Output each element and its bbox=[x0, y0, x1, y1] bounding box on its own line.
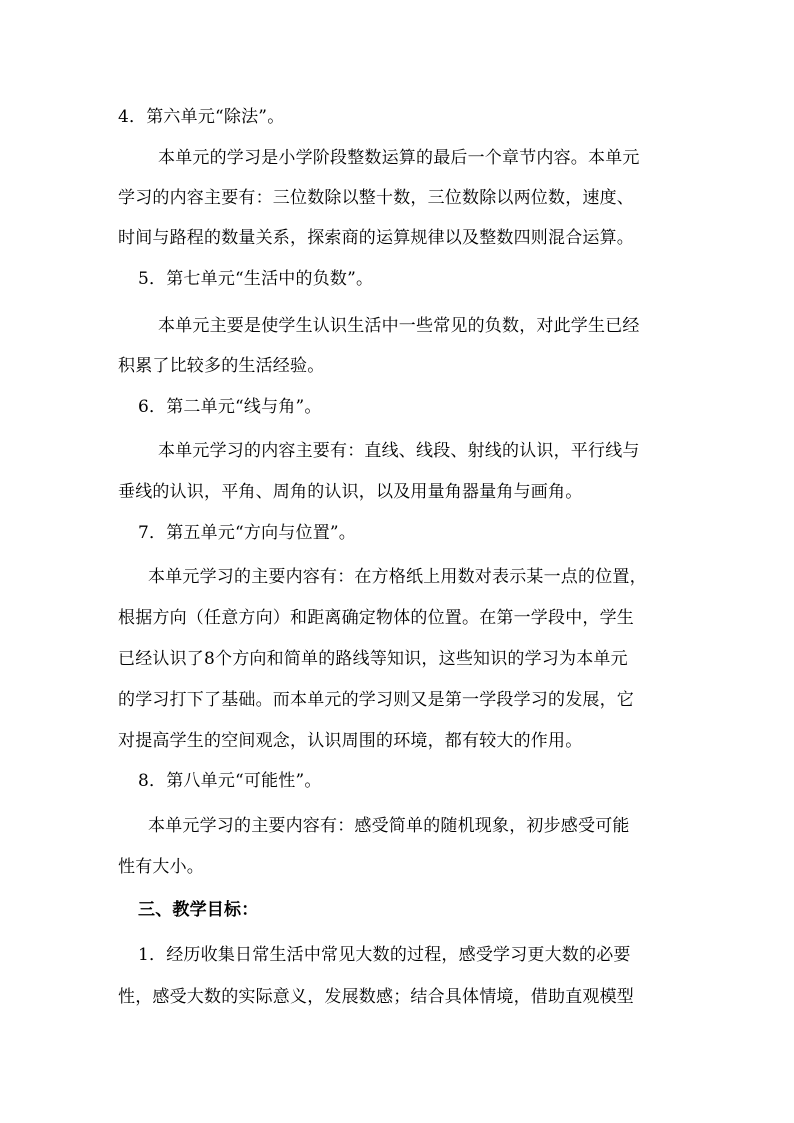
paragraph-line: 1．经历收集日常生活中常见大数的过程，感受学习更大数的必要 bbox=[138, 945, 631, 965]
paragraph-line: 本单元学习的主要内容有：在方格纸上用数对表示某一点的位置， bbox=[148, 567, 647, 587]
section-8-heading: 8．第八单元“可能性”。 bbox=[138, 771, 322, 791]
section-7-heading: 7．第五单元“方向与位置”。 bbox=[138, 523, 356, 543]
paragraph-line: 本单元学习的主要内容有：感受简单的随机现象，初步感受可能 bbox=[148, 816, 630, 836]
paragraph-line: 的学习打下了基础。而本单元的学习则又是第一学段学习的发展，它 bbox=[118, 690, 634, 710]
paragraph-line: 已经认识了8个方向和简单的路线等知识，这些知识的学习为本单元 bbox=[118, 649, 628, 669]
paragraph-line: 性有大小。 bbox=[118, 857, 204, 877]
paragraph-line: 对提高学生的空间观念，认识周围的环境，都有较大的作用。 bbox=[118, 731, 583, 751]
paragraph-line: 学习的内容主要有：三位数除以整十数，三位数除以两位数，速度、 bbox=[118, 188, 634, 208]
section-5-heading: 5．第七单元“生活中的负数”。 bbox=[138, 269, 374, 289]
paragraph-line: 本单元学习的内容主要有：直线、线段、射线的认识，平行线与 bbox=[158, 441, 640, 461]
paragraph-line: 本单元主要是使学生认识生活中一些常见的负数，对此学生已经 bbox=[158, 316, 640, 336]
paragraph-line: 本单元的学习是小学阶段整数运算的最后一个章节内容。本单元 bbox=[158, 148, 640, 168]
paragraph-line: 垂线的认识，平角、周角的认识，以及用量角器量角与画角。 bbox=[118, 482, 583, 502]
paragraph-line: 根据方向（任意方向）和距离确定物体的位置。在第一学段中，学生 bbox=[118, 608, 634, 628]
teaching-goals-heading: 三、教学目标： bbox=[138, 900, 259, 920]
paragraph-line: 积累了比较多的生活经验。 bbox=[118, 356, 325, 376]
paragraph-line: 时间与路程的数量关系，探索商的运算规律以及整数四则混合运算。 bbox=[118, 228, 634, 248]
section-4-heading: 4．第六单元“除法”。 bbox=[118, 107, 285, 127]
section-6-heading: 6．第二单元“线与角”。 bbox=[138, 397, 322, 417]
paragraph-line: 性，感受大数的实际意义，发展数感；结合具体情境，借助直观模型 bbox=[118, 987, 634, 1007]
